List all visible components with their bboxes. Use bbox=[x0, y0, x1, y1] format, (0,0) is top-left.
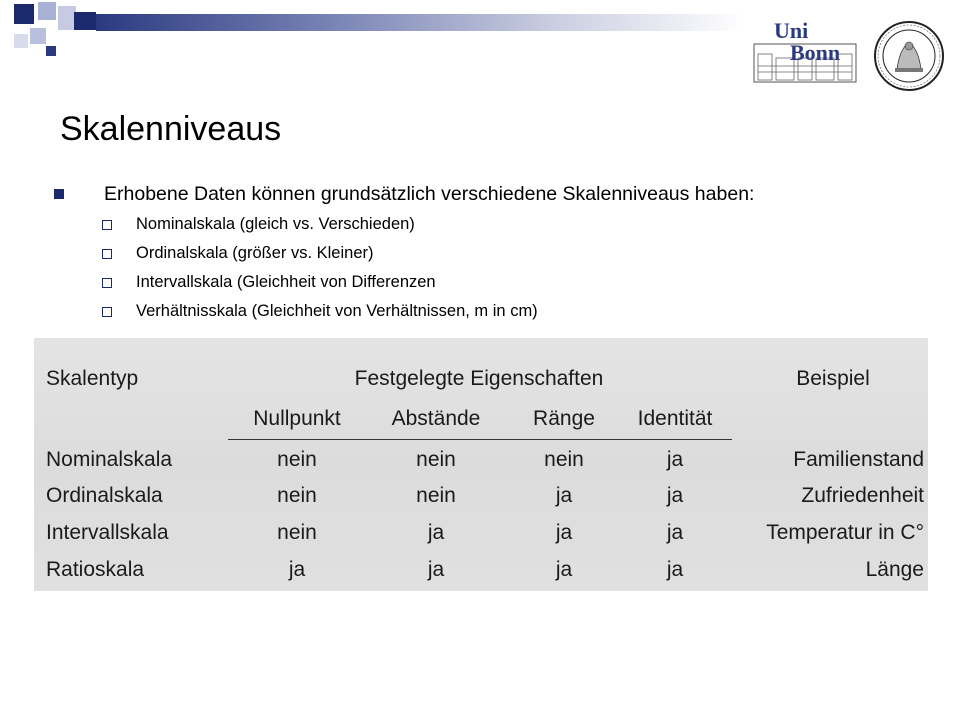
table-cell: nein bbox=[277, 484, 317, 507]
table-cell: ja bbox=[666, 521, 684, 544]
table-row-name: Nominalskala bbox=[46, 448, 173, 471]
table-header-beispiel: Beispiel bbox=[796, 367, 870, 390]
table-cell: ja bbox=[427, 521, 445, 544]
filled-square-bullet-icon bbox=[54, 189, 64, 199]
hollow-square-bullet-icon bbox=[102, 249, 112, 259]
uni-bonn-logo bbox=[752, 14, 858, 86]
table-row-example: Temperatur in C° bbox=[766, 521, 924, 544]
table-row-name: Ratioskala bbox=[46, 558, 145, 581]
hollow-square-bullet-icon bbox=[102, 220, 112, 230]
sub-bullet bbox=[102, 297, 924, 326]
table-cell: ja bbox=[555, 521, 573, 544]
deco-square-1 bbox=[14, 4, 34, 24]
logo-text-uni: Uni bbox=[774, 18, 809, 43]
table-cell: ja bbox=[555, 484, 573, 507]
bullet-list bbox=[44, 178, 924, 326]
table-row-example: Familienstand bbox=[793, 448, 924, 471]
table-row-example: Zufriedenheit bbox=[801, 484, 924, 507]
table-subheader: Identität bbox=[637, 407, 713, 430]
sub-bullet-text: Intervallskala (Gleichheit von Differenzen bbox=[136, 273, 436, 291]
table-cell: ja bbox=[666, 558, 684, 581]
table-cell: nein bbox=[277, 521, 317, 544]
logo-text-bonn: Bonn bbox=[790, 40, 841, 65]
scale-levels-table bbox=[34, 338, 928, 591]
table-cell: ja bbox=[288, 558, 306, 581]
hollow-square-bullet-icon bbox=[102, 278, 112, 288]
table-cell: nein bbox=[277, 448, 317, 471]
bullet-main bbox=[44, 178, 924, 210]
table-cell: ja bbox=[427, 558, 445, 581]
table-subheader: Ränge bbox=[533, 407, 595, 430]
deco-square-6 bbox=[46, 46, 56, 56]
hollow-square-bullet-icon bbox=[102, 307, 112, 317]
sub-bullet-text: Verhältnisskala (Gleichheit von Verhältnissen, m in cm) bbox=[136, 302, 538, 320]
table-cell: nein bbox=[544, 448, 584, 471]
deco-square-2 bbox=[38, 2, 56, 20]
table-row-example: Länge bbox=[865, 558, 924, 581]
table-subheader: Nullpunkt bbox=[253, 407, 341, 430]
table-subheader: Abstände bbox=[391, 407, 481, 430]
deco-square-7 bbox=[74, 12, 96, 30]
deco-square-4 bbox=[30, 28, 46, 44]
sub-bullet bbox=[102, 210, 924, 239]
sub-bullet-text: Ordinalskala (größer vs. Kleiner) bbox=[136, 244, 374, 262]
table-header-rule bbox=[228, 439, 732, 440]
table-row-name: Ordinalskala bbox=[46, 484, 163, 507]
table-header-skalentyp: Skalentyp bbox=[46, 367, 139, 390]
sub-bullet-text: Nominalskala (gleich vs. Verschieden) bbox=[136, 215, 415, 233]
sub-bullet bbox=[102, 239, 924, 268]
sub-bullet bbox=[102, 268, 924, 297]
header-gradient-bar bbox=[96, 14, 746, 31]
table-cell: ja bbox=[666, 448, 684, 471]
table-cell: nein bbox=[416, 484, 456, 507]
table-cell: nein bbox=[416, 448, 456, 471]
university-seal-icon bbox=[873, 20, 945, 92]
table-header-group: Festgelegte Eigenschaften bbox=[354, 367, 604, 390]
table-row-name: Intervallskala bbox=[46, 521, 169, 544]
deco-square-5 bbox=[14, 34, 28, 48]
slide-title: Skalenniveaus bbox=[60, 110, 282, 148]
table-cell: ja bbox=[666, 484, 684, 507]
table-cell: ja bbox=[555, 558, 573, 581]
bullet-main-text: Erhobene Daten können grundsätzlich verschiedene Skalenniveaus haben: bbox=[104, 182, 755, 205]
